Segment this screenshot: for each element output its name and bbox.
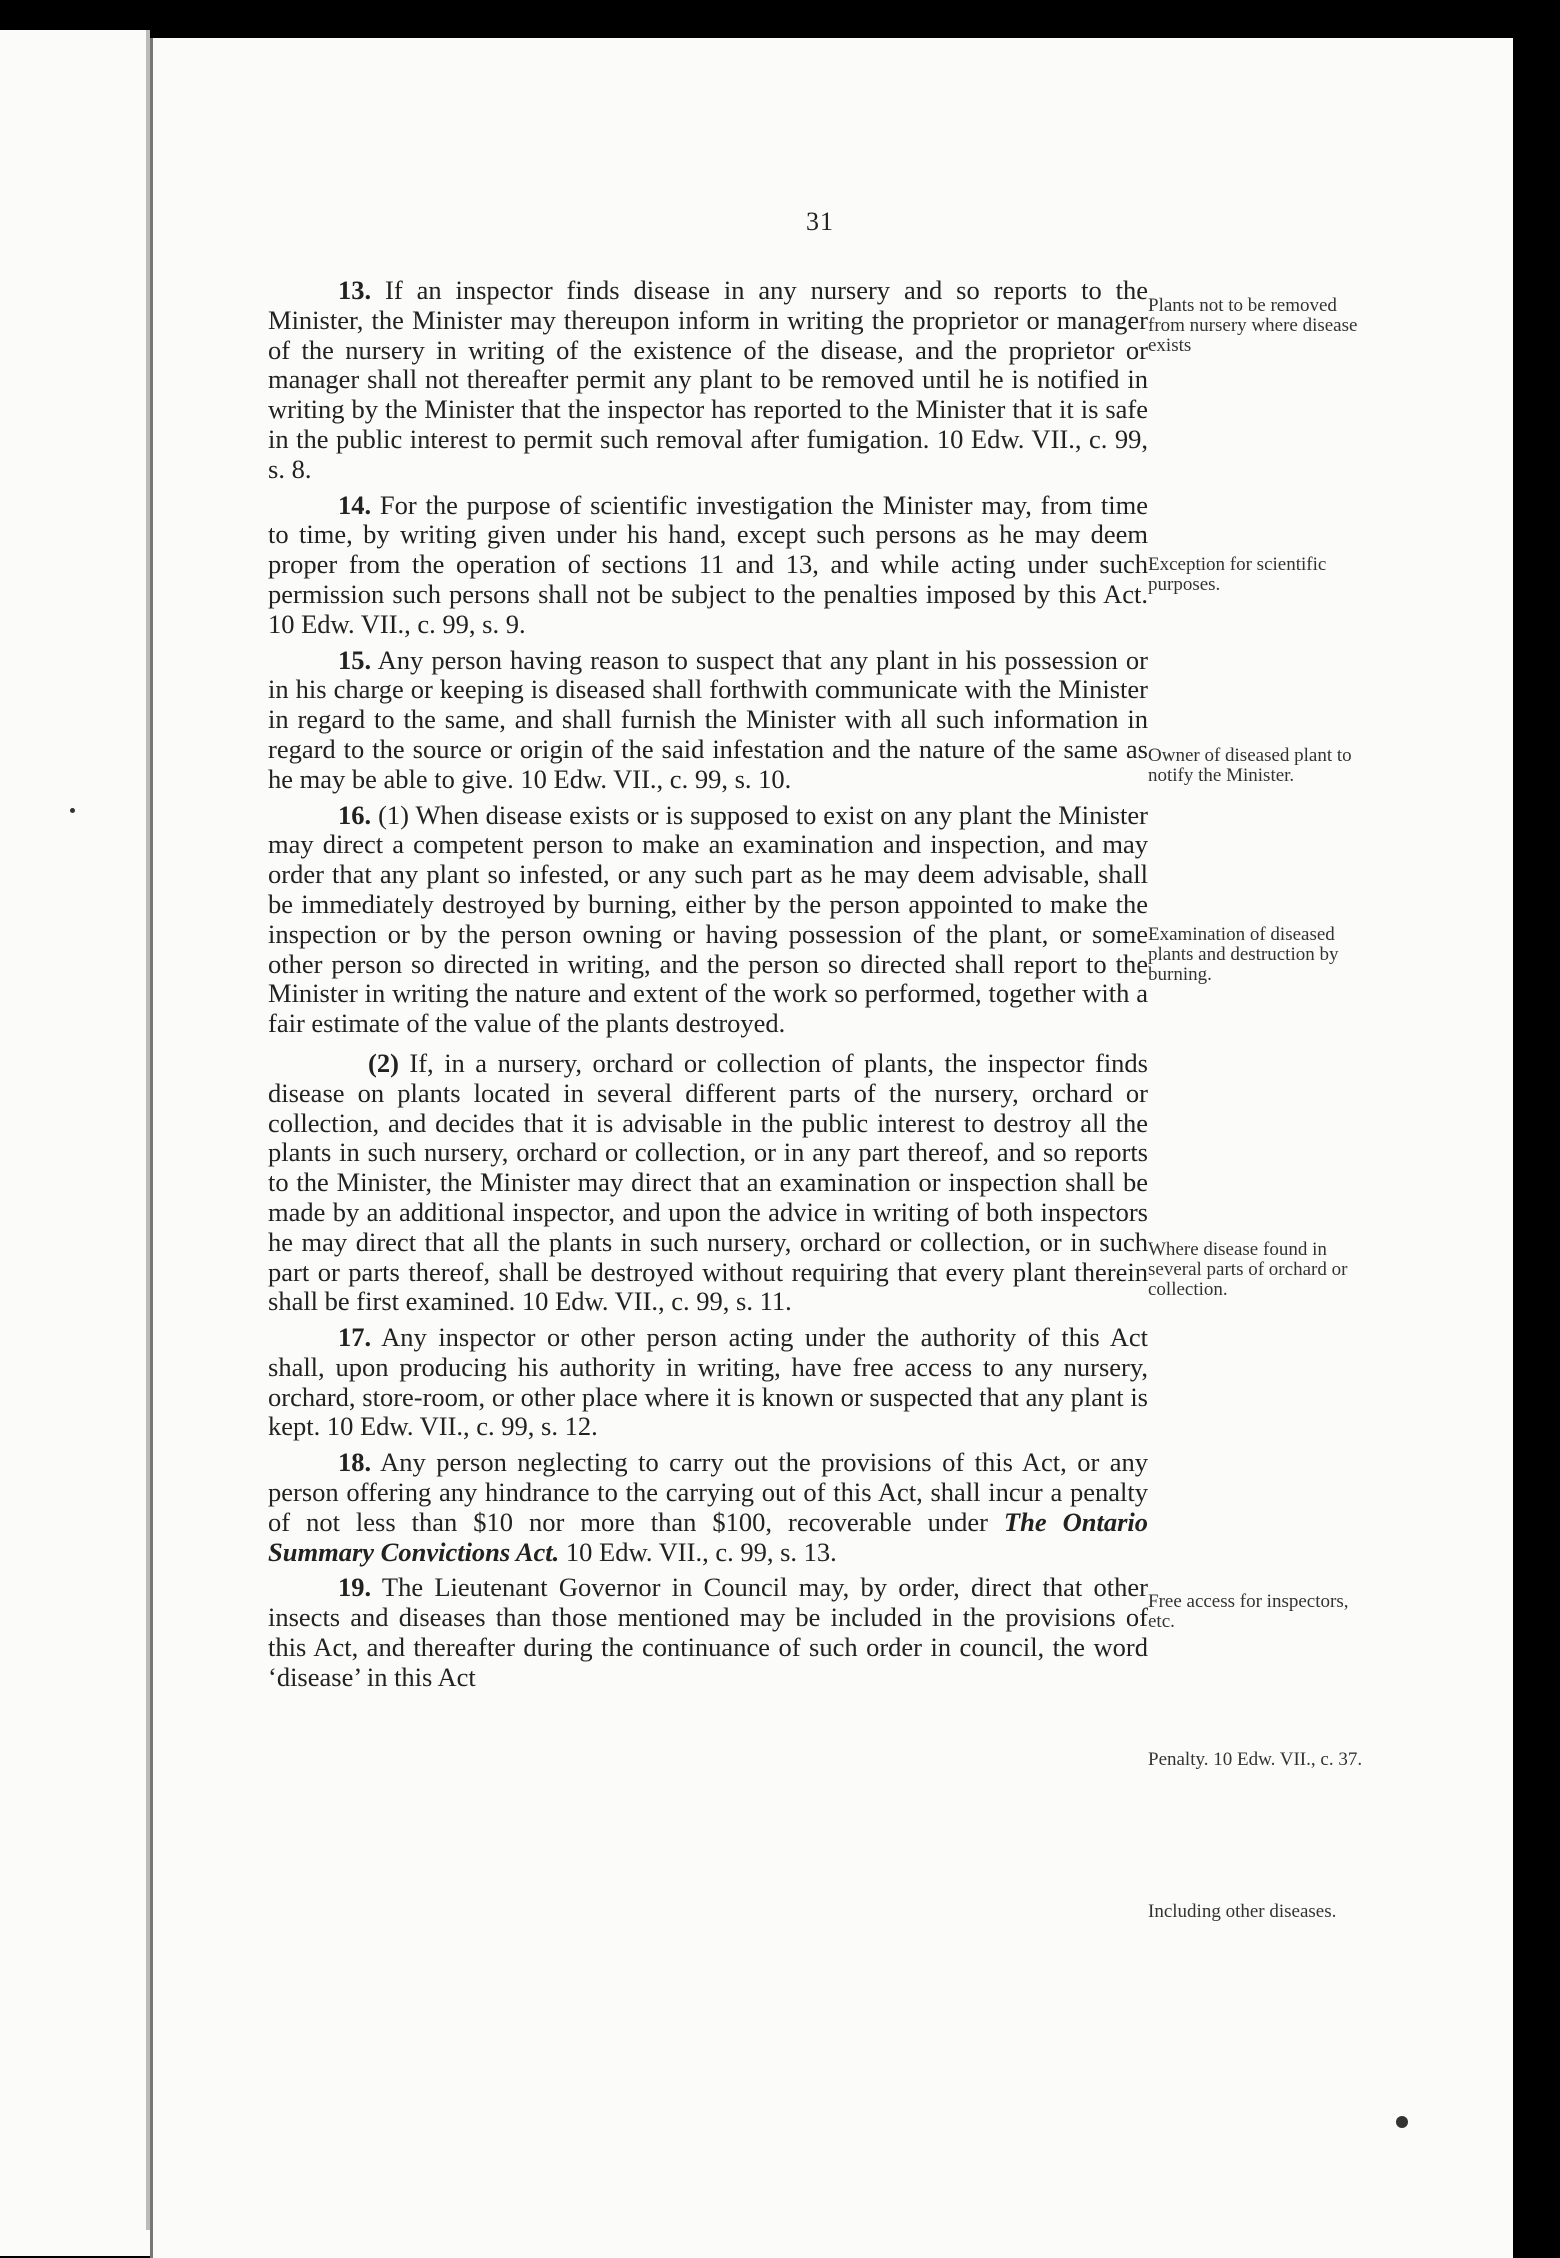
- section-17: [268, 1323, 1148, 1442]
- act-title: The Ontario Summary Convictions Act.: [268, 1506, 1148, 1567]
- section-text: Any person having reason to suspect that any plant in his possession or in his charge or keeping is diseased shall forthwith communicate with the Minister in regard to the same, and shall furnish the Minister with all such information in regard to the source or origin of the said infestation and the nature of the same as he may be able to give. 10 Edw. VII., c. 99, s. 10.: [268, 644, 1148, 794]
- section-text: If, in a nursery, orchard or collection of plants, the inspector finds disease on plants located in several different parts of the nursery, orchard or collection, and decides that it is advisable in the public interest to destroy all the plants in such nursery, orchard or collection, or in any part thereof, and so reports to the Minister, the Minister may direct that an examination or inspection shall be made by an additional inspector, and upon the advice in writing of both inspectors he may direct that all the plants in such nursery, orchard or collection, or in such part or parts thereof, shall be destroyed without requiring that every plant therein shall be first examined. 10 Edw. VII., c. 99, s. 11.: [268, 1047, 1148, 1317]
- margin-note-18: Penalty. 10 Edw. VII., c. 37.: [1148, 1749, 1363, 1770]
- section-number: 13.: [338, 275, 372, 305]
- paper-speck: [70, 808, 75, 813]
- margin-note-19: Including other diseases.: [1148, 1901, 1337, 1922]
- section-number: 17.: [338, 1322, 372, 1353]
- margin-note-13: Plants not to be removed from nursery where disease exists: [1148, 295, 1358, 356]
- section-16: [268, 801, 1148, 1039]
- section-text: Any person neglecting to carry out the provisions of this Act, or any person offering any hindrance to the carrying out of this Act, shall incur a penalty of not less than $10 nor more than $100, recoverable under: [268, 1447, 1148, 1537]
- section-text: The Lieutenant Governor in Council may, by order, direct that other insects and diseases than those mentioned may be included in the provisions of this Act, and thereafter during the continuance of such order in council, the word ‘disease’ in this Act: [268, 1572, 1148, 1692]
- section-text: Any inspector or other person acting under the authority of this Act shall, upon producing his authority in writing, have free access to any nursery, orchard, store-room, or other place where it is known or suspected that any plant is kept. 10 Edw. VII., c. 99, s. 12.: [268, 1322, 1148, 1442]
- section-number: 14.: [338, 489, 372, 520]
- section-15: [268, 646, 1148, 795]
- margin-note-16-2: Where disease found in several parts of orchard or collection.: [1148, 1239, 1348, 1300]
- section-13: [268, 276, 1148, 485]
- section-14: [268, 491, 1148, 640]
- section-number: 16.: [338, 799, 372, 830]
- paper-speck: [1396, 2116, 1408, 2128]
- section-number: 18.: [338, 1447, 372, 1478]
- section-citation: 10 Edw. VII., c. 99, s. 13.: [559, 1536, 837, 1567]
- margin-note-16: Examination of diseased plants and destruction by burning.: [1148, 924, 1339, 985]
- margin-note-15: Owner of diseased plant to notify the Minister.: [1148, 745, 1352, 786]
- subsection-number: (2): [368, 1047, 399, 1078]
- section-number: 19.: [338, 1572, 372, 1603]
- section-18: [268, 1448, 1148, 1567]
- book-spine: [0, 30, 150, 2256]
- margin-note-14: Exception for scientific purposes.: [1148, 554, 1327, 595]
- body-text: [268, 276, 1148, 1699]
- page-number: 31: [806, 207, 834, 236]
- section-text: If an inspector finds disease in any nursery and so reports to the Minister, the Minister may thereupon inform in writing the proprietor or manager of the nursery in writing of the existence of the disease, and the proprietor or manager shall not thereafter permit any plant to be removed until he is notified in writing by the Minister that the inspector has reported to the Minister that it is safe in the public interest to permit such removal after fumigation. 10 Edw. VII., c. 99, s. 8.: [268, 275, 1148, 484]
- section-16-2: [268, 1049, 1148, 1317]
- section-text: For the purpose of scientific investigation the Minister may, from time to time, by writing given under his hand, except such persons as he may deem proper from the operation of sections 11 and 13, and while acting under such permission such persons shall not be subject to the penalties imposed by this Act. 10 Edw. VII., c. 99, s. 9.: [268, 489, 1148, 639]
- section-number: 15.: [338, 644, 372, 675]
- margin-note-17: Free access for inspectors, etc.: [1148, 1591, 1349, 1632]
- section-text: (1) When disease exists or is supposed to exist on any plant the Minister may direct a competent person to make an examination and inspection, and may order that any plant so infested, or any such part as he may deem advisable, shall be immediately destroyed by burning, either by the person appointed to make the inspection or by the person owning or having possession of the plant, or some other person so directed in writing, and the person so directed shall report to the Minister in writing the nature and extent of the work so performed, together with a fair estimate of the value of the plants destroyed.: [268, 799, 1148, 1039]
- section-19: [268, 1573, 1148, 1692]
